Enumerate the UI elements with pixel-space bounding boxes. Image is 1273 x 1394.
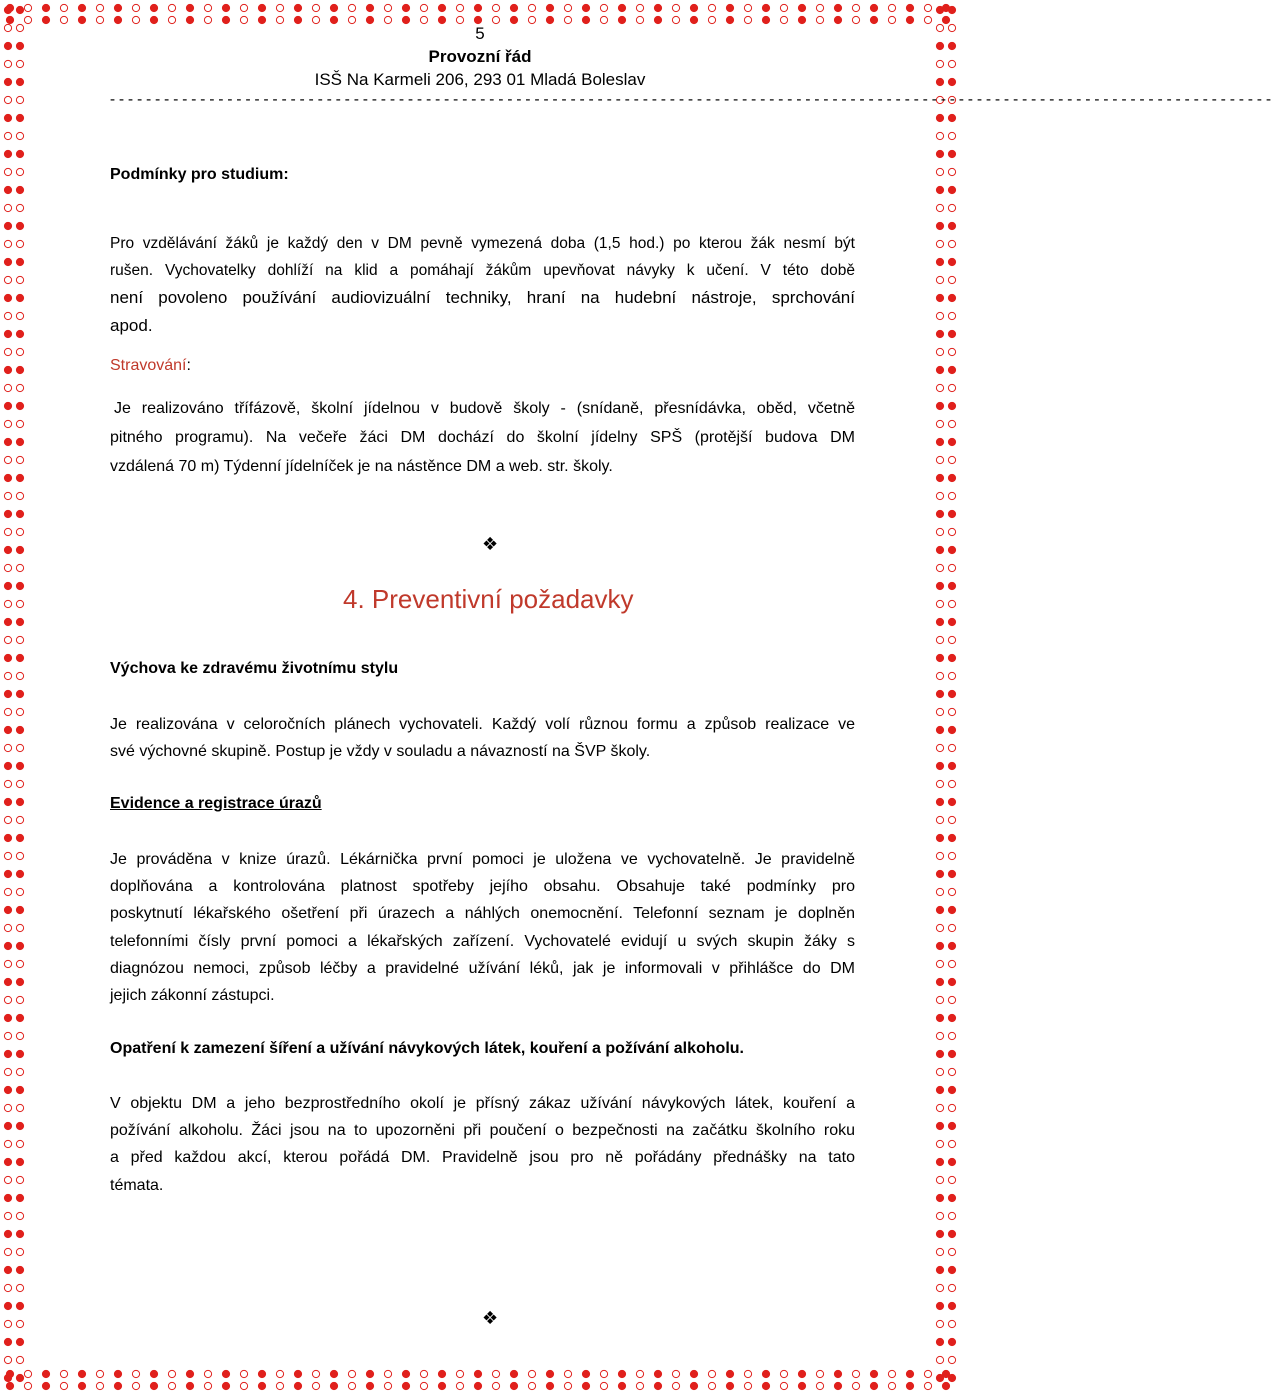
text-line: rušen. Vychovatelky dohlíží na klid a pomáhají žákům upevňovat návyky k učení. V této době xyxy=(110,262,855,280)
paragraph-studium xyxy=(110,230,855,339)
chapter-title: 4. Preventivní požadavky xyxy=(343,584,634,614)
text-line: telefonními čísly první pomoci a lékařských zařízení. Vychovatelé evidují u svých skupin žáky s xyxy=(110,932,855,950)
text-line: není povoleno používání audiovizuální techniky, hraní na hudební nástroje, sprchování xyxy=(110,288,855,308)
text-line: Je realizováno třífázově, školní jídelnou v budově školy - (snídaně, přesnídávka, oběd, včetně xyxy=(114,400,855,417)
text-line: své výchovné skupině. Postup je vždy v souladu a návazností na ŠVP školy. xyxy=(110,743,651,761)
text-line: Je realizována v celoročních plánech vychovateli. Každý volí různou formu a způsob realizace ve xyxy=(110,716,855,733)
paragraph-opatreni xyxy=(110,1090,855,1199)
document-title: Provozní řád xyxy=(428,47,532,66)
header-separator: --------------------------------------------------------------------------------------------------------------------------------- xyxy=(108,90,1273,108)
page-number: 5 xyxy=(475,24,485,43)
section-heading-studium: Podmínky pro studium: xyxy=(110,166,289,183)
stravovani-heading-text: Stravování xyxy=(110,357,187,374)
text-line: pitného programu). Na večeře žáci DM dochází do školní jídelny SPŠ (protější budova DM xyxy=(110,429,855,446)
text-line: požívání alkoholu. Žáci jsou na to upozorněni při poučení o bezpečnosti na začátku školního roku xyxy=(110,1122,855,1140)
section-heading-evidence: Evidence a registrace úrazů xyxy=(110,795,322,812)
text-line: V objektu DM a jeho bezprostředního okolí je přísný zákaz užívání návykových látek, kouření a xyxy=(110,1095,855,1112)
text-line: témata. xyxy=(110,1176,164,1194)
paragraph-stravovani xyxy=(110,394,855,481)
text-line: Pro vzdělávání žáků je každý den v DM pevně vymezená doba (1,5 hod.) po kterou žák nesmí být xyxy=(110,235,855,252)
section-heading-vychova: Výchova ke zdravému životnímu stylu xyxy=(110,660,399,677)
paragraph-evidence xyxy=(110,846,855,1009)
text-line: poskytnutí lékařského ošetření při úrazech a náhlých onemocnění. Telefonní seznam je doplněn xyxy=(110,905,855,923)
text-line: a před každou akcí, kterou pořádá DM. Pravidelně jsou pro ně pořádány přednášky na tato xyxy=(110,1149,855,1167)
text-line: diagnózou nemoci, způsob léčby a pravidelné užívání léků, jak je informovali v přihlášce do DM xyxy=(110,959,855,977)
text-line: Je prováděna v knize úrazů. Lékárnička první pomoci je uložena ve vychovatelně. Je pravidelně xyxy=(110,851,855,868)
section-heading-stravovani xyxy=(110,357,191,375)
text-line: vzdálená 70 m) Týdenní jídelníček je na nástěnce DM a web. str. školy. xyxy=(110,458,613,475)
paragraph-vychova xyxy=(110,711,855,765)
stravovani-heading-colon: : xyxy=(186,357,191,374)
school-address: ISŠ Na Karmeli 206, 293 01 Mladá Boleslav xyxy=(314,70,646,89)
section-heading-opatreni: Opatření k zamezení šíření a užívání návykových látek, kouření a požívání alkoholu. xyxy=(110,1040,744,1057)
text-line: apod. xyxy=(110,315,153,335)
text-line: jejich zákonní zástupci. xyxy=(110,987,275,1005)
text-line: doplňována a kontrolována platnost spotřeby jejího obsahu. Obsahuje také podmínky pro xyxy=(110,878,855,896)
diamond-divider-icon-bottom: ❖ xyxy=(482,1308,499,1328)
diamond-divider-icon: ❖ xyxy=(482,534,499,554)
